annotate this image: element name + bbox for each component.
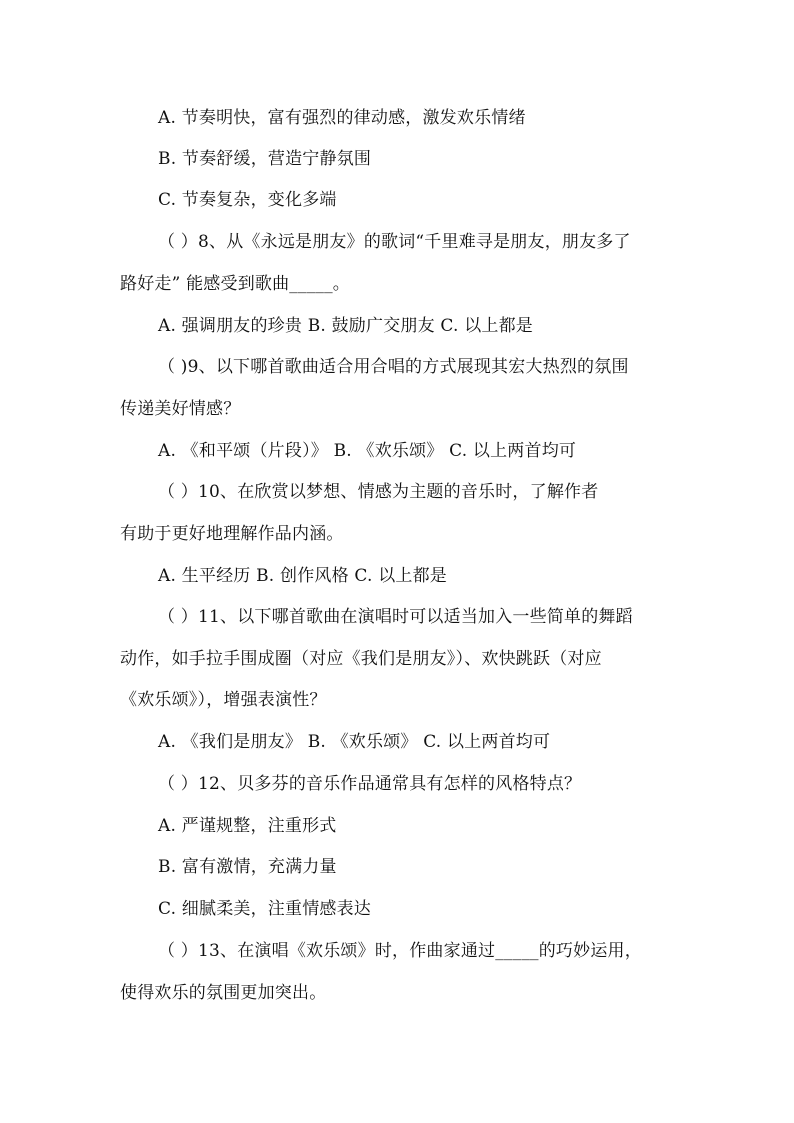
option-line: A. 《我们是朋友》 B. 《欢乐颂》 C. 以上两首均可 [158,732,551,752]
question-13-line2: 使得欢乐的氛围更加突出。 [120,983,327,1003]
question-9-line2: 传递美好情感？ [120,399,241,419]
question-8-line2: 路好走” 能感受到歌曲_____。 [120,274,350,294]
question-8-line1: （ ）8、从《永远是朋友》的歌词“千里难寻是朋友，朋友多了 [158,232,631,252]
option-line: A. 生平经历 B. 创作风格 C. 以上都是 [158,566,448,586]
option-line: A. 严谨规整，注重形式 [158,816,337,836]
question-13-line1: （ ）13、在演唱《欢乐颂》时，作曲家通过_____的巧妙运用， [158,941,642,961]
question-11-line1: （ ）11、以下哪首歌曲在演唱时可以适当加入一些简单的舞蹈 [158,607,633,627]
question-11-line2: 动作，如手拉手围成圈（对应《我们是朋友》）、欢快跳跃（对应 [120,649,602,669]
option-line: A. 节奏明快，富有强烈的律动感，激发欢乐情绪 [158,108,526,128]
question-12-line1: （ ）12、贝多芬的音乐作品通常具有怎样的风格特点？ [158,774,582,794]
option-line: B. 节奏舒缓，营造宁静氛围 [158,149,372,169]
option-line: A. 《和平颂（片段）》 B. 《欢乐颂》 C. 以上两首均可 [158,441,577,461]
question-11-line3: 《欢乐颂》），增强表演性？ [120,690,327,710]
question-10-line2: 有助于更好地理解作品内涵。 [120,524,344,544]
option-line: B. 富有激情，充满力量 [158,857,337,877]
option-line: C. 节奏复杂，变化多端 [158,190,337,210]
option-line: A. 强调朋友的珍贵 B. 鼓励广交朋友 C. 以上都是 [158,316,534,336]
question-9-line1: （ )9、以下哪首歌曲适合用合唱的方式展现其宏大热烈的氛围 [158,357,629,377]
option-line: C. 细腻柔美，注重情感表达 [158,899,372,919]
question-10-line1: （ ）10、在欣赏以梦想、情感为主题的音乐时，了解作者 [158,482,599,502]
